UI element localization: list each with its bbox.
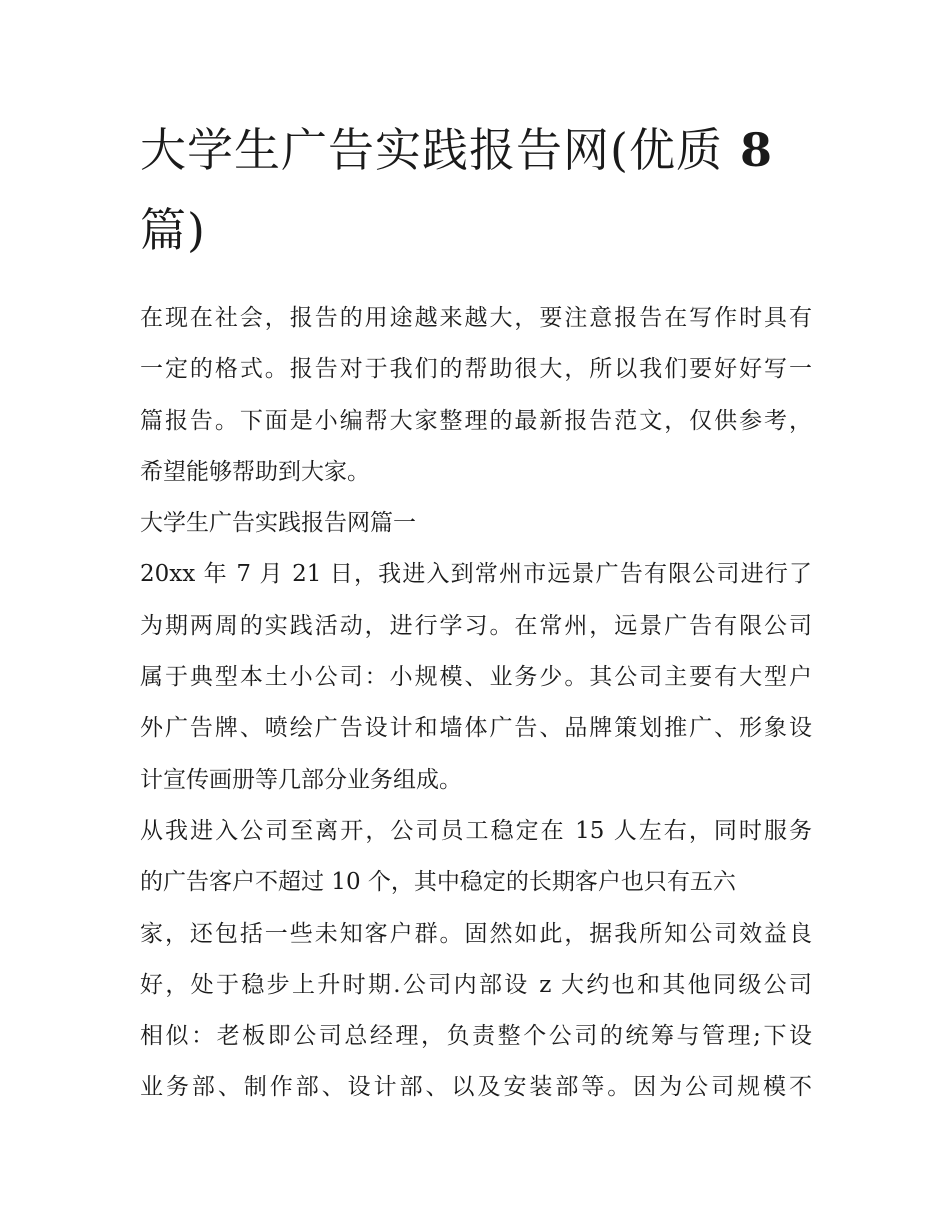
title-line-1: 大学生广告实践报告网(优质 — [140, 123, 723, 177]
title-count: 8 — [722, 123, 773, 177]
intro-line-3: 篇报告。下面是小编帮大家整理的最新报告范文，仅供参考， — [140, 407, 812, 434]
document-title — [140, 110, 812, 270]
paragraph-1-line-4: 外广告牌、喷绘广告设计和墙体广告、品牌策划推广、形象设 — [140, 715, 812, 742]
intro-line-2: 一定的格式。报告对于我们的帮助很大，所以我们要好好写一 — [140, 356, 812, 383]
title-line-2: 篇) — [140, 203, 206, 257]
document-page — [140, 110, 812, 1114]
intro-line-4: 希望能够帮助到大家。 — [140, 458, 370, 485]
paragraph-2-line-2: 的广告客户不超过 10 个，其中稳定的长期客户也只有五六 — [140, 869, 736, 896]
paragraph-1-line-2: 为期两周的实践活动，进行学习。在常州，远景广告有限公司 — [140, 612, 812, 639]
paragraph-1-line-3: 属于典型本土小公司：小规模、业务少。其公司主要有大型户 — [140, 664, 812, 691]
paragraph-2-line-4: 好，处于稳步上升时期.公司内部设 z 大约也和其他同级公司 — [140, 971, 812, 998]
paragraph-2-line-1: 从我进入公司至离开，公司员工稳定在 15 人左右，同时服务 — [140, 817, 812, 844]
intro-line-1: 在现在社会，报告的用途越来越大，要注意报告在写作时具有 — [140, 305, 812, 331]
paragraph-1-line-1: 20xx 年 7 月 21 日，我进入到常州市远景广告有限公司进行了 — [140, 561, 812, 588]
paragraph-2-line-6: 业务部、制作部、设计部、以及安装部等。因为公司规模不 — [140, 1074, 812, 1101]
paragraph-2-line-3: 家，还包括一些未知客户群。固然如此，据我所知公司效益良 — [140, 920, 812, 947]
paragraph-2-line-5: 相似：老板即公司总经理，负责整个公司的统筹与管理;下设 — [140, 1023, 812, 1050]
section-heading: 大学生广告实践报告网篇一 — [140, 510, 416, 537]
document-body — [140, 293, 812, 1114]
paragraph-1-line-5: 计宣传画册等几部分业务组成。 — [140, 766, 462, 793]
